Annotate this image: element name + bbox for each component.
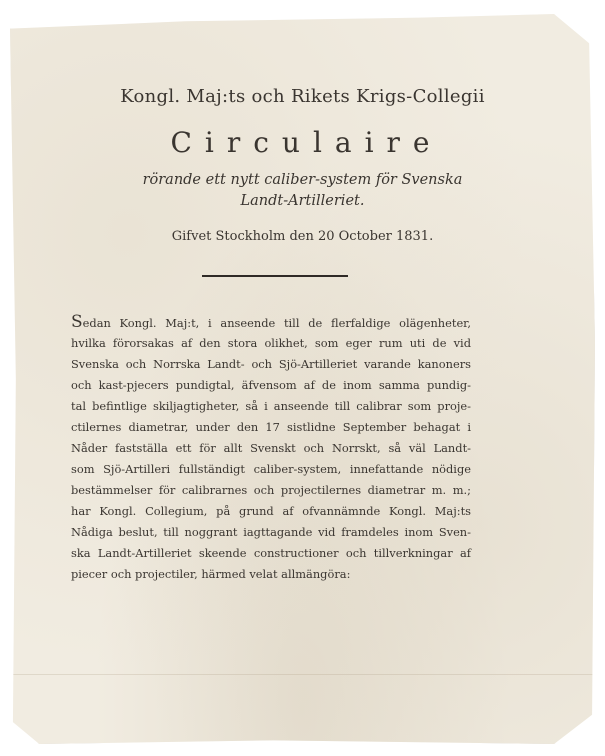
body-line-2: hvilka förorsakas af den stora olikhet, som eger rum uti de vid [71, 336, 471, 350]
divider-rule [202, 275, 348, 277]
body-first-line-text: edan Kongl. Maj:t, i anseende till de flerfaldige olägenheter, [82, 316, 471, 330]
date-line: Gifvet Stockholm den 20 October 1831. [171, 229, 434, 244]
body-line-12: ska Landt-Artilleriet skeende constructioner och tillverkningar af [71, 546, 471, 560]
body-line-4: och kast-pjecers pundigtal, äfvensom af de inom samma pundig- [71, 378, 471, 392]
body-line-13: piecer och projectiler, härmed velat allmängöra: [71, 567, 351, 581]
drop-cap: S [71, 312, 83, 332]
subject-line-2: Landt-Artilleriet. [240, 193, 365, 209]
issuer-heading: Kongl. Maj:ts och Rikets Krigs-Collegii [120, 86, 485, 107]
body-line-11: Nådiga beslut, till noggrant iagttagande vid framdeles inom Sven- [71, 525, 471, 539]
body-line-3: Svenska och Norrska Landt- och Sjö-Artilleriet varande kanoners [71, 357, 471, 371]
body-line-7: Nåder fastställa ett för allt Svenskt och Norrskt, så väl Landt- [71, 441, 471, 455]
body-line-5: tal befintlige skiljagtigheter, så i anseende till calibrar som proje- [71, 399, 471, 413]
document-title: Circulaire [170, 126, 443, 159]
body-line-10: har Kongl. Collegium, på grund af ofvannämnde Kongl. Maj:ts [71, 504, 471, 518]
body-line-8: som Sjö-Artilleri fullständigt caliber-system, innefattande nödige [71, 462, 471, 476]
subject-line-1: rörande ett nytt caliber-system för Svenska [142, 172, 463, 188]
body-line-1 [71, 312, 471, 332]
body-line-6: ctilernes diametrar, under den 17 sistlidne September behagat i [71, 420, 471, 434]
body-line-9: bestämmelser för calibrarnes och projectilernes diametrar m. m.; [71, 483, 471, 497]
